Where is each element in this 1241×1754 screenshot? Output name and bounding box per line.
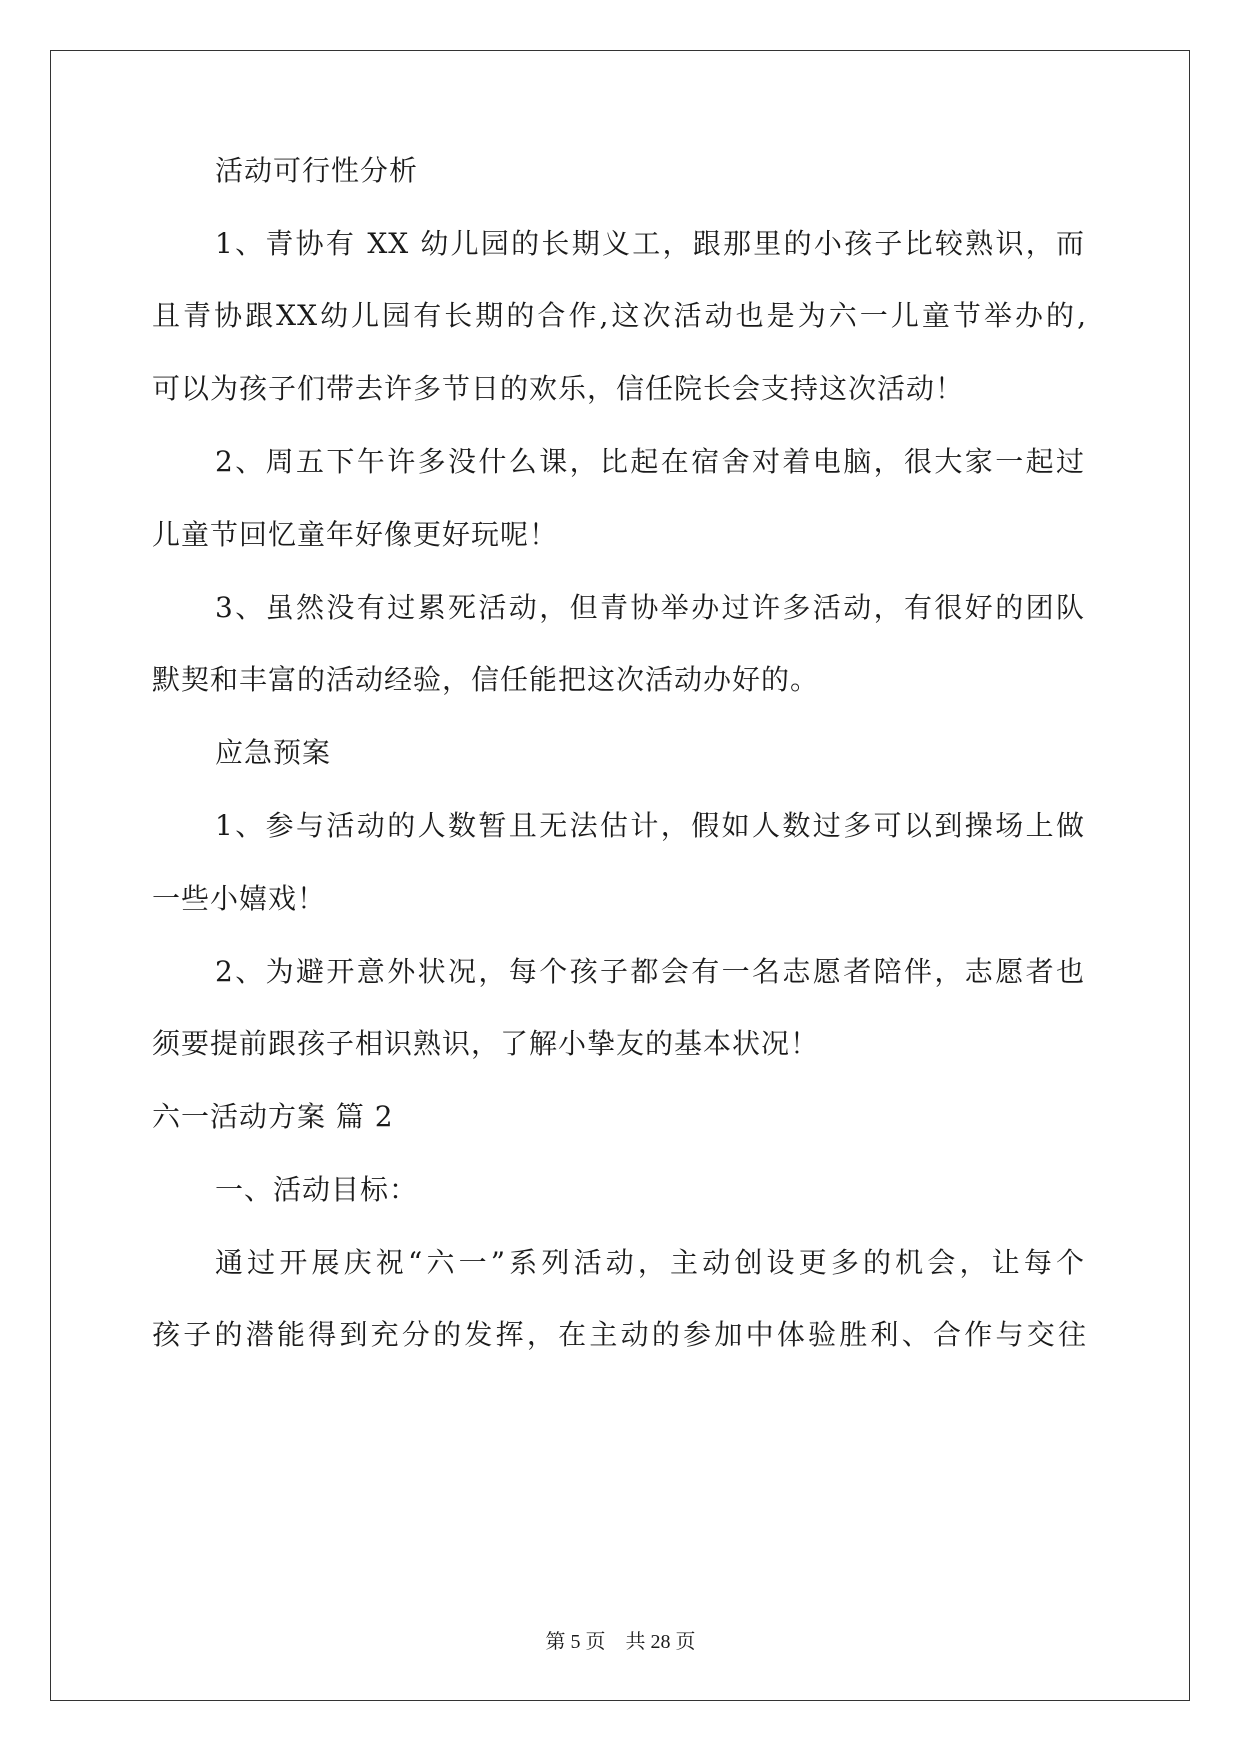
paragraph-line: 通过开展庆祝“六一”系列活动，主动创设更多的机会，让每个	[215, 1246, 1085, 1279]
paragraph-line: 1、参与活动的人数暂且无法估计，假如人数过多可以到操场上做	[215, 809, 1085, 842]
paragraph-line: 默契和丰富的活动经验，信任能把这次活动办好的。	[152, 663, 820, 696]
paragraph-line: 一些小嬉戏！	[152, 882, 327, 915]
paragraph-line: 孩子的潜能得到充分的发挥，在主动的参加中体验胜利、合作与交往	[152, 1318, 1087, 1351]
paragraph-line: 1、青协有 XX 幼儿园的长期义工，跟那里的小孩子比较熟识，而	[215, 227, 1085, 260]
paragraph-line: 可以为孩子们带去许多节日的欢乐，信任院长会支持这次活动！	[152, 372, 965, 405]
paragraph-line: 且青协跟XX幼儿园有长期的合作,这次活动也是为六一儿童节举办的,	[152, 299, 1087, 332]
article-title: 六一活动方案 篇 2	[152, 1100, 394, 1133]
page-number-footer: 第 5 页 共 28 页	[545, 1631, 696, 1653]
paragraph-line: 2、周五下午许多没什么课，比起在宿舍对着电脑，很大家一起过	[215, 445, 1085, 478]
paragraph-line: 儿童节回忆童年好像更好玩呢！	[152, 518, 559, 551]
paragraph-line: 3、虽然没有过累死活动，但青协举办过许多活动，有很好的团队	[215, 591, 1085, 624]
section-heading-emergency: 应急预案	[215, 736, 332, 769]
paragraph-line: 2、为避开意外状况，每个孩子都会有一名志愿者陪伴，志愿者也	[215, 955, 1085, 988]
section-heading-feasibility: 活动可行性分析	[215, 154, 419, 187]
paragraph-line: 须要提前跟孩子相识熟识，了解小挚友的基本状况！	[152, 1027, 820, 1060]
section-heading-goals: 一、活动目标：	[215, 1173, 419, 1206]
